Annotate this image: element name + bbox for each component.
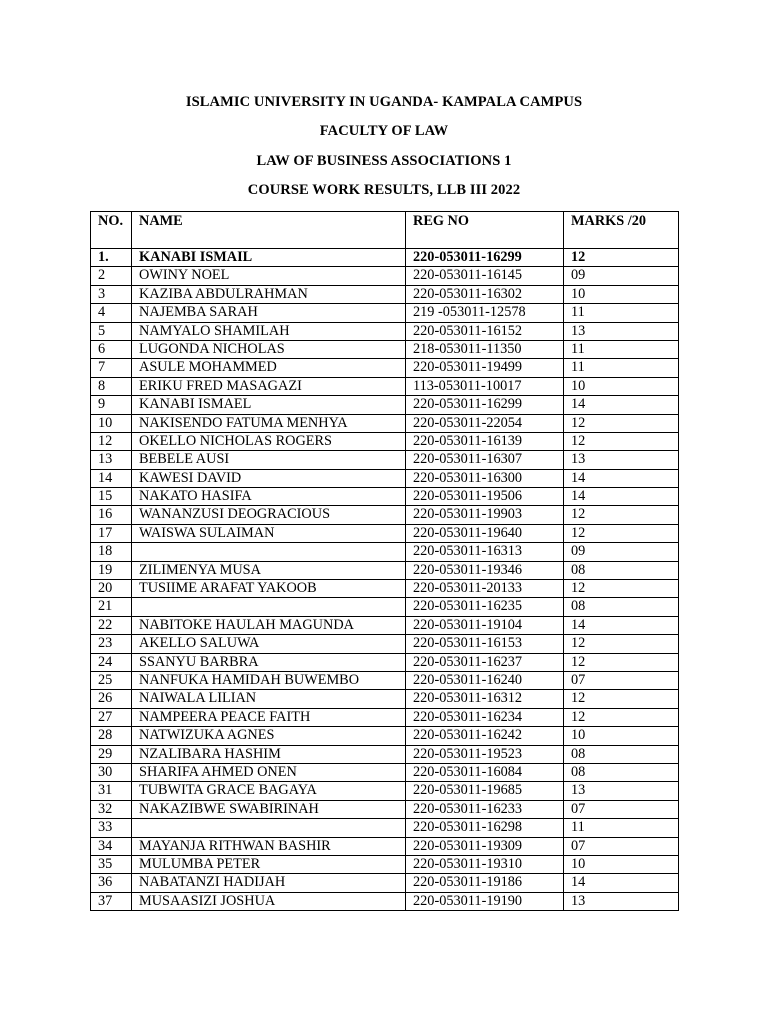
marks-value: 13 [564, 451, 679, 469]
reg-number: 220-053011-19685 [406, 782, 564, 800]
results-table-body [91, 249, 679, 911]
row-number: 12 [91, 432, 132, 450]
table-row [91, 671, 679, 689]
table-row [91, 782, 679, 800]
student-name: TUSIIME ARAFAT YAKOOB [132, 580, 406, 598]
student-name: SHARIFA AHMED ONEN [132, 763, 406, 781]
reg-number: 220-053011-19190 [406, 892, 564, 910]
row-number: 28 [91, 727, 132, 745]
reg-number: 220-053011-16300 [406, 469, 564, 487]
marks-value: 13 [564, 782, 679, 800]
reg-number: 220-053011-16145 [406, 267, 564, 285]
reg-number: 220-053011-19903 [406, 506, 564, 524]
results-table [90, 211, 679, 911]
student-name: NAJEMBA SARAH [132, 304, 406, 322]
row-number: 14 [91, 469, 132, 487]
reg-number: 220-053011-16312 [406, 690, 564, 708]
student-name: MUSAASIZI JOSHUA [132, 892, 406, 910]
student-name: NAIWALA LILIAN [132, 690, 406, 708]
row-number: 20 [91, 580, 132, 598]
table-row [91, 690, 679, 708]
row-number: 37 [91, 892, 132, 910]
student-name: ASULE MOHAMMED [132, 359, 406, 377]
marks-value: 10 [564, 285, 679, 303]
student-name: WAISWA SULAIMAN [132, 524, 406, 542]
row-number: 26 [91, 690, 132, 708]
row-number: 9 [91, 396, 132, 414]
marks-value: 12 [564, 653, 679, 671]
student-name: AKELLO SALUWA [132, 635, 406, 653]
row-number: 16 [91, 506, 132, 524]
student-name: TUBWITA GRACE BAGAYA [132, 782, 406, 800]
student-name [132, 543, 406, 561]
marks-value: 12 [564, 708, 679, 726]
table-row [91, 837, 679, 855]
reg-number: 220-053011-19310 [406, 855, 564, 873]
reg-number: 220-053011-16242 [406, 727, 564, 745]
table-row [91, 267, 679, 285]
table-row [91, 396, 679, 414]
marks-value: 10 [564, 855, 679, 873]
marks-value: 12 [564, 249, 679, 267]
marks-value: 07 [564, 837, 679, 855]
reg-number: 220-053011-16233 [406, 800, 564, 818]
row-number: 21 [91, 598, 132, 616]
row-number: 32 [91, 800, 132, 818]
marks-value: 10 [564, 377, 679, 395]
table-row [91, 506, 679, 524]
reg-number: 220-053011-19309 [406, 837, 564, 855]
table-row [91, 561, 679, 579]
table-row [91, 819, 679, 837]
reg-number: 220-053011-19523 [406, 745, 564, 763]
row-number: 18 [91, 543, 132, 561]
marks-value: 12 [564, 414, 679, 432]
student-name: BEBELE AUSI [132, 451, 406, 469]
marks-value: 12 [564, 524, 679, 542]
student-name: WANANZUSI DEOGRACIOUS [132, 506, 406, 524]
row-number: 34 [91, 837, 132, 855]
row-number: 8 [91, 377, 132, 395]
reg-number: 220-053011-19186 [406, 874, 564, 892]
table-row [91, 249, 679, 267]
reg-number: 220-053011-16235 [406, 598, 564, 616]
row-number: 30 [91, 763, 132, 781]
table-row [91, 359, 679, 377]
reg-number: 220-053011-19346 [406, 561, 564, 579]
marks-value: 12 [564, 690, 679, 708]
reg-number: 220-053011-16302 [406, 285, 564, 303]
table-row [91, 524, 679, 542]
marks-value: 14 [564, 874, 679, 892]
student-name: OWINY NOEL [132, 267, 406, 285]
reg-number: 220-053011-16234 [406, 708, 564, 726]
marks-value: 07 [564, 800, 679, 818]
reg-number: 220-053011-16237 [406, 653, 564, 671]
header-name: NAME [132, 212, 406, 249]
course-heading: LAW OF BUSINESS ASSOCIATIONS 1 [256, 153, 512, 169]
student-name: KANABI ISMAIL [132, 249, 406, 267]
marks-value: 13 [564, 892, 679, 910]
student-name: OKELLO NICHOLAS ROGERS [132, 432, 406, 450]
table-row [91, 763, 679, 781]
row-number: 2 [91, 267, 132, 285]
table-row [91, 432, 679, 450]
row-number: 1. [91, 249, 132, 267]
table-row [91, 322, 679, 340]
student-name: MAYANJA RITHWAN BASHIR [132, 837, 406, 855]
reg-number: 220-053011-16298 [406, 819, 564, 837]
row-number: 22 [91, 616, 132, 634]
marks-value: 08 [564, 745, 679, 763]
row-number: 3 [91, 285, 132, 303]
student-name: NABITOKE HAULAH MAGUNDA [132, 616, 406, 634]
reg-number: 220-053011-19499 [406, 359, 564, 377]
table-row [91, 285, 679, 303]
marks-value: 14 [564, 616, 679, 634]
row-number: 6 [91, 340, 132, 358]
student-name: NAKISENDO FATUMA MENHYA [132, 414, 406, 432]
reg-number: 220-053011-22054 [406, 414, 564, 432]
student-name [132, 598, 406, 616]
table-row [91, 451, 679, 469]
reg-number: 220-053011-19640 [406, 524, 564, 542]
student-name: NABATANZI HADIJAH [132, 874, 406, 892]
row-number: 29 [91, 745, 132, 763]
reg-number: 113-053011-10017 [406, 377, 564, 395]
reg-number: 220-053011-16084 [406, 763, 564, 781]
reg-number: 220-053011-19104 [406, 616, 564, 634]
marks-value: 07 [564, 671, 679, 689]
table-row [91, 653, 679, 671]
student-name: NANFUKA HAMIDAH BUWEMBO [132, 671, 406, 689]
student-name: KAZIBA ABDULRAHMAN [132, 285, 406, 303]
marks-value: 12 [564, 635, 679, 653]
table-header-row [91, 212, 679, 249]
row-number: 35 [91, 855, 132, 873]
student-name: LUGONDA NICHOLAS [132, 340, 406, 358]
student-name: NAKAZIBWE SWABIRINAH [132, 800, 406, 818]
reg-number: 220-053011-16299 [406, 249, 564, 267]
header-reg-no: REG NO [406, 212, 564, 249]
marks-value: 10 [564, 727, 679, 745]
table-row [91, 414, 679, 432]
table-row [91, 874, 679, 892]
table-row [91, 708, 679, 726]
results-title: COURSE WORK RESULTS, LLB III 2022 [247, 182, 521, 198]
marks-value: 13 [564, 322, 679, 340]
row-number: 27 [91, 708, 132, 726]
row-number: 24 [91, 653, 132, 671]
reg-number: 220-053011-16240 [406, 671, 564, 689]
marks-value: 08 [564, 598, 679, 616]
marks-value: 11 [564, 359, 679, 377]
marks-value: 12 [564, 580, 679, 598]
reg-number: 220-053011-19506 [406, 488, 564, 506]
row-number: 25 [91, 671, 132, 689]
table-row [91, 469, 679, 487]
student-name: NAMYALO SHAMILAH [132, 322, 406, 340]
marks-value: 11 [564, 340, 679, 358]
table-row [91, 892, 679, 910]
row-number: 13 [91, 451, 132, 469]
marks-value: 09 [564, 267, 679, 285]
marks-value: 14 [564, 396, 679, 414]
student-name: ERIKU FRED MASAGAZI [132, 377, 406, 395]
marks-value: 14 [564, 469, 679, 487]
header-marks: MARKS /20 [564, 212, 679, 249]
row-number: 19 [91, 561, 132, 579]
student-name: NAKATO HASIFA [132, 488, 406, 506]
reg-number: 220-053011-16307 [406, 451, 564, 469]
marks-value: 12 [564, 506, 679, 524]
marks-value: 09 [564, 543, 679, 561]
marks-value: 12 [564, 432, 679, 450]
reg-number: 219 -053011-12578 [406, 304, 564, 322]
marks-value: 08 [564, 763, 679, 781]
row-number: 31 [91, 782, 132, 800]
reg-number: 220-053011-16139 [406, 432, 564, 450]
row-number: 7 [91, 359, 132, 377]
table-row [91, 580, 679, 598]
student-name: NZALIBARA HASHIM [132, 745, 406, 763]
row-number: 10 [91, 414, 132, 432]
student-name: KAWESI DAVID [132, 469, 406, 487]
reg-number: 220-053011-16152 [406, 322, 564, 340]
table-row [91, 377, 679, 395]
faculty-heading: FACULTY OF LAW [319, 123, 449, 139]
row-number: 4 [91, 304, 132, 322]
row-number: 17 [91, 524, 132, 542]
table-row [91, 543, 679, 561]
reg-number: 220-053011-16153 [406, 635, 564, 653]
table-row [91, 635, 679, 653]
marks-value: 08 [564, 561, 679, 579]
table-row [91, 727, 679, 745]
header-no: NO. [91, 212, 132, 249]
table-row [91, 616, 679, 634]
table-row [91, 488, 679, 506]
row-number: 33 [91, 819, 132, 837]
row-number: 23 [91, 635, 132, 653]
table-row [91, 855, 679, 873]
table-row [91, 598, 679, 616]
marks-value: 11 [564, 819, 679, 837]
student-name: NAMPEERA PEACE FAITH [132, 708, 406, 726]
row-number: 5 [91, 322, 132, 340]
marks-value: 14 [564, 488, 679, 506]
marks-value: 11 [564, 304, 679, 322]
table-row [91, 745, 679, 763]
student-name [132, 819, 406, 837]
reg-number: 220-053011-16313 [406, 543, 564, 561]
table-row [91, 304, 679, 322]
reg-number: 220-053011-16299 [406, 396, 564, 414]
student-name: MULUMBA PETER [132, 855, 406, 873]
university-heading: ISLAMIC UNIVERSITY IN UGANDA- KAMPALA CAMPUS [185, 94, 583, 110]
reg-number: 218-053011-11350 [406, 340, 564, 358]
student-name: SSANYU BARBRA [132, 653, 406, 671]
student-name: NATWIZUKA AGNES [132, 727, 406, 745]
row-number: 15 [91, 488, 132, 506]
student-name: ZILIMENYA MUSA [132, 561, 406, 579]
student-name: KANABI ISMAEL [132, 396, 406, 414]
reg-number: 220-053011-20133 [406, 580, 564, 598]
table-row [91, 800, 679, 818]
table-row [91, 340, 679, 358]
row-number: 36 [91, 874, 132, 892]
